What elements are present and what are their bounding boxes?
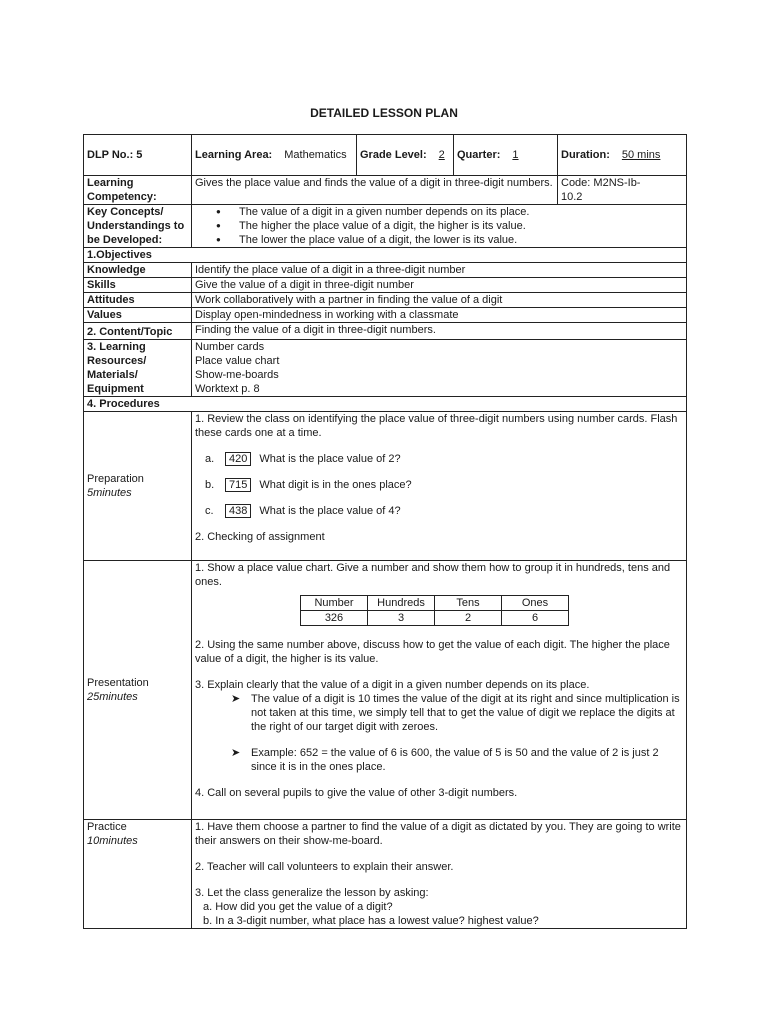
content-row [84, 323, 687, 340]
attitudes-text: Work collaboratively with a partner in finding the value of a digit [192, 293, 687, 308]
skills-label: Skills [84, 278, 192, 293]
page-title: DETAILED LESSON PLAN [310, 106, 458, 120]
question-b: b. 715 What digit is in the ones place? [205, 479, 412, 491]
attitudes-row [84, 293, 687, 308]
number-card: 420 [225, 452, 251, 466]
resources-row [84, 340, 687, 397]
chart-cell: 326 [301, 611, 368, 626]
content-label: 2. Content/Topic [84, 323, 192, 340]
preparation-row [84, 412, 687, 561]
arrow-bullet: ➤ The value of a digit is 10 times the value of the digit at its right and since multiplication is not taken at this time, we simply tell that to get the value of digit we replace the digits at the right of our target digit with zeroes. [231, 693, 680, 733]
place-value-chart [300, 595, 569, 626]
competency-text: Gives the place value and finds the value of a digit in three-digit numbers. [192, 176, 558, 205]
procedures-heading-row [84, 397, 687, 412]
chart-header: Tens [435, 596, 502, 611]
list-item: ● The higher the place value of a digit, the higher is its value. [239, 219, 683, 233]
practice-content: 1. Have them choose a partner to find the value of a digit as dictated by you. They are going to write their answers on their show-me-board. 2. Teacher will call volunteers to explain their answer. 3. Let the class generalize the lesson by asking: a. How did you get the value of a digit? b. In a 3-digit number, what place has a lowest value? highest value? [192, 820, 687, 929]
quarter: Quarter: 1 [454, 135, 558, 176]
key-concepts-row [84, 205, 687, 248]
values-row [84, 308, 687, 323]
presentation-row [84, 561, 687, 820]
content-text: Finding the value of a digit in three-digit numbers. [192, 323, 687, 340]
key-concepts-label: Key Concepts/ Understandings to be Developed: [84, 205, 192, 248]
practice-label: Practice 10minutes [84, 820, 192, 929]
knowledge-label: Knowledge [84, 263, 192, 278]
list-item: ● The lower the place value of a digit, the lower is its value. [239, 233, 683, 247]
competency-code: Code: M2NS-Ib- 10.2 [558, 176, 687, 205]
objectives-heading-row [84, 248, 687, 263]
competency-row [84, 176, 687, 205]
resources-label: 3. Learning Resources/ Materials/ Equipment [84, 340, 192, 397]
chart-cell: 3 [368, 611, 435, 626]
list-item: Number cards [195, 341, 265, 353]
arrow-bullet: ➤ Example: 652 = the value of 6 is 600, the value of 5 is 50 and the value of 2 is just 2 since it is in the ones place. [231, 747, 659, 773]
key-concepts-list [192, 205, 687, 248]
chart-cell: 2 [435, 611, 502, 626]
knowledge-row [84, 263, 687, 278]
presentation-label: Presentation 25minutes [84, 561, 192, 820]
values-text: Display open-mindedness in working with a classmate [192, 308, 687, 323]
list-item: Place value chart [195, 355, 280, 367]
procedures-heading: 4. Procedures [84, 397, 687, 412]
question-a: a. 420 What is the place value of 2? [205, 453, 401, 465]
header-row [84, 135, 687, 176]
chart-header: Ones [502, 596, 569, 611]
lesson-plan-table [83, 134, 687, 929]
grade-level: Grade Level: 2 [357, 135, 454, 176]
resources-list [192, 340, 687, 397]
list-item: Worktext p. 8 [195, 383, 260, 395]
list-item: ● The value of a digit in a given number depends on its place. [239, 205, 683, 219]
arrow-icon: ➤ [231, 747, 241, 759]
duration: Duration: 50 mins [558, 135, 687, 176]
chart-header: Hundreds [368, 596, 435, 611]
knowledge-text: Identify the place value of a digit in a three-digit number [192, 263, 687, 278]
question-c: c. 438 What is the place value of 4? [205, 505, 401, 517]
preparation-label: Preparation 5minutes [84, 412, 192, 561]
preparation-content: 1. Review the class on identifying the place value of three-digit numbers using number cards. Flash these cards one at a time. a. 420 What is the place value of 2? b. 715 What digit is in the ones place? c. 438 What is the place value of 4? 2. Checking of assignment [192, 412, 687, 561]
attitudes-label: Attitudes [84, 293, 192, 308]
practice-row [84, 820, 687, 929]
chart-header: Number [301, 596, 368, 611]
number-card: 438 [225, 504, 251, 518]
arrow-icon: ➤ [231, 693, 241, 705]
values-label: Values [84, 308, 192, 323]
learning-area: Learning Area: Mathematics [192, 135, 357, 176]
list-item: Show-me-boards [195, 369, 279, 381]
chart-cell: 6 [502, 611, 569, 626]
presentation-content: 1. Show a place value chart. Give a number and show them how to group it in hundreds, tens and ones. Number Hundreds Tens Ones 326 3 2 6 2. Using the same number above, discuss how to get the value of each digit. The higher the place value of a digit, the higher is its value. 3. Explain clearly that the value of a digit in a given number depends on its place. ➤ The value of a digit is 10 times the value of the digit at its right and since multiplication is not taken at this time, we simply tell that to get the value of digit we replace the digits at the right of our target digit with zeroes. ➤ Example: 652 = the value of 6 is 600, the value of 5 is 50 and the value of 2 is just 2 since it is in the ones place. 4. Call on several pupils to give the value of other 3-digit numbers. [192, 561, 687, 820]
skills-row [84, 278, 687, 293]
skills-text: Give the value of a digit in three-digit number [192, 278, 687, 293]
objectives-heading: 1.Objectives [84, 248, 687, 263]
dlp-number: DLP No.: 5 [84, 135, 192, 176]
competency-label: Learning Competency: [84, 176, 192, 205]
number-card: 715 [225, 478, 251, 492]
